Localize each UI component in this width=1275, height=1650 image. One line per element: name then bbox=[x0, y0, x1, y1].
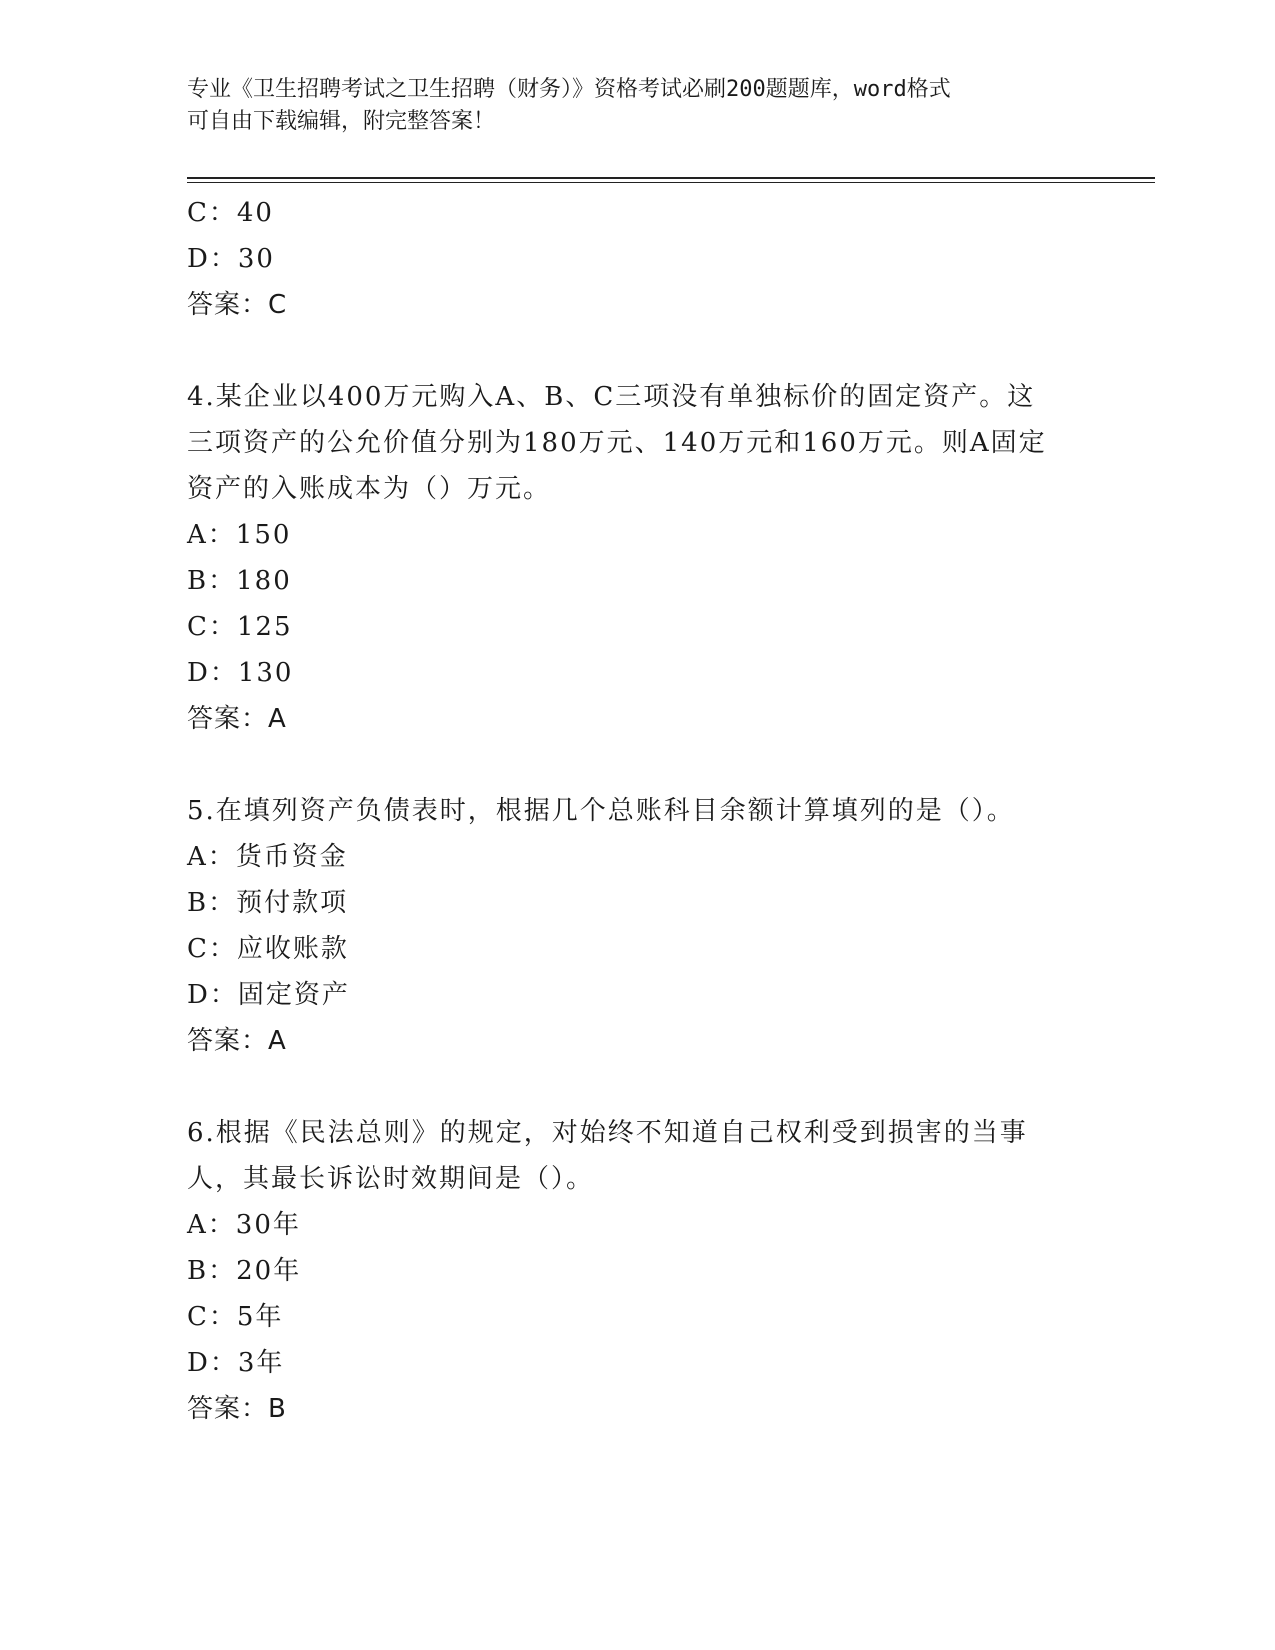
answer: 答案：A bbox=[187, 1026, 287, 1056]
answer: 答案：B bbox=[187, 1394, 287, 1424]
option-b: B：20年 bbox=[187, 1256, 302, 1286]
question-text: 4.某企业以400万元购入A、B、C三项没有单独标价的固定资产。这 bbox=[187, 382, 1036, 412]
page-header bbox=[187, 74, 1087, 138]
spacer bbox=[187, 328, 1087, 374]
question-text: 资产的入账成本为（）万元。 bbox=[187, 474, 552, 504]
answer: 答案：C bbox=[187, 290, 288, 320]
option-d: D：130 bbox=[187, 658, 294, 688]
option-d: D：固定资产 bbox=[187, 980, 350, 1010]
option-c: C：125 bbox=[187, 612, 293, 642]
question-content bbox=[187, 190, 1087, 1432]
question-5 bbox=[187, 788, 1087, 1064]
question-4 bbox=[187, 374, 1087, 742]
option-d: D：3年 bbox=[187, 1348, 285, 1378]
header-divider-thick bbox=[187, 177, 1155, 179]
spacer bbox=[187, 742, 1087, 788]
spacer bbox=[187, 1064, 1087, 1110]
question-text: 5.在填列资产负债表时，根据几个总账科目余额计算填列的是（）。 bbox=[187, 796, 1015, 826]
header-divider-thin bbox=[187, 182, 1155, 183]
option-a: A：30年 bbox=[187, 1210, 301, 1240]
option-c: C：5年 bbox=[187, 1302, 284, 1332]
question-text: 三项资产的公允价值分别为180万元、140万元和160万元。则A固定 bbox=[187, 428, 1047, 458]
option-b: B：预付款项 bbox=[187, 888, 349, 918]
question-text: 人，其最长诉讼时效期间是（）。 bbox=[187, 1164, 595, 1194]
option-a: A：货币资金 bbox=[187, 842, 348, 872]
option-b: B：180 bbox=[187, 566, 292, 596]
option-a: A：150 bbox=[187, 520, 292, 550]
option-c: C：应收账款 bbox=[187, 934, 349, 964]
question-3-continued bbox=[187, 190, 1087, 328]
question-6 bbox=[187, 1110, 1087, 1432]
question-text: 6.根据《民法总则》的规定，对始终不知道自己权利受到损害的当事 bbox=[187, 1118, 1028, 1148]
option-c: C：40 bbox=[187, 198, 274, 228]
header-title-line-2: 可自由下载编辑，附完整答案！ bbox=[187, 109, 496, 134]
option-d: D：30 bbox=[187, 244, 275, 274]
header-title-line-1: 专业《卫生招聘考试之卫生招聘（财务）》资格考试必刷200题题库，word格式 bbox=[187, 77, 951, 102]
answer: 答案：A bbox=[187, 704, 287, 734]
